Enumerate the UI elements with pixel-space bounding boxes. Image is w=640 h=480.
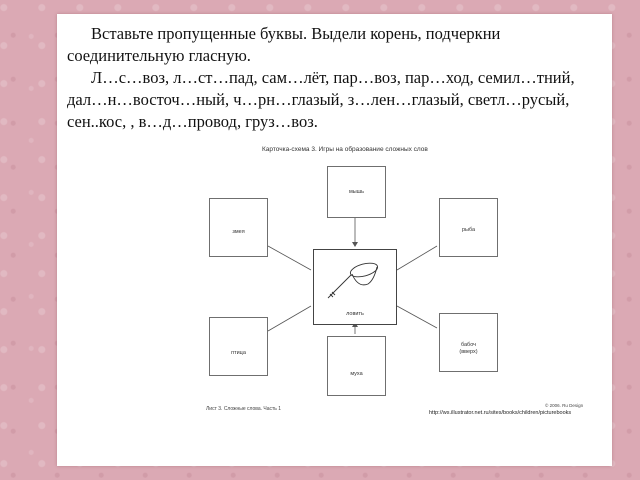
box-label: муха [350, 371, 363, 377]
box-label [440, 342, 497, 356]
arrow-bottom-right [397, 306, 437, 328]
scheme-box-bottom-left [209, 317, 268, 376]
box-label: птица [231, 350, 246, 356]
scheme-box-center [313, 249, 397, 325]
scheme-copyright: © 2006. Ru Design [545, 403, 584, 408]
scheme-box-left [209, 198, 268, 257]
box-label: рыба [461, 227, 476, 233]
task-words: Л…с…воз, л…ст…пад, сам…лёт, пар…воз, пар…ход, семил…тний, дал…н…восточ…ный, ч…рн…глазый, з…лен…глазый, светл…русый, сен..кос, , в…д…провод, груз…воз. [67, 68, 575, 131]
word-formation-scheme [171, 146, 584, 416]
box-label-line2: (вверх) [459, 349, 478, 355]
scheme-box-bottom [327, 336, 386, 396]
box-label: змея [232, 229, 245, 235]
box-label-line1: бабоч [460, 342, 477, 348]
scheme-box-right [439, 198, 498, 257]
scheme-box-top [327, 166, 386, 218]
scheme-footer-url: http://ws.illustrator.net.ru/sites/books/children/picturebooks [429, 410, 572, 416]
task-text [67, 23, 602, 133]
box-label: мышь [348, 189, 364, 195]
scheme-box-bottom-right [439, 313, 498, 372]
arrow-left [268, 246, 311, 270]
arrow-right [397, 246, 437, 270]
butterfly-net-icon [324, 258, 384, 308]
scheme-footer-caption: Лист 3. Сложные слова. Часть 1 [206, 406, 282, 412]
scheme-title: Карточка-схема 3. Игры на образование сложных слов [262, 146, 428, 153]
box-label: ловить [346, 311, 364, 317]
task-instruction: Вставьте пропущенные буквы. Выдели корень, подчеркни соединительную гласную. [67, 24, 501, 65]
worksheet-page [57, 14, 612, 466]
arrow-bottom-left [268, 306, 311, 331]
